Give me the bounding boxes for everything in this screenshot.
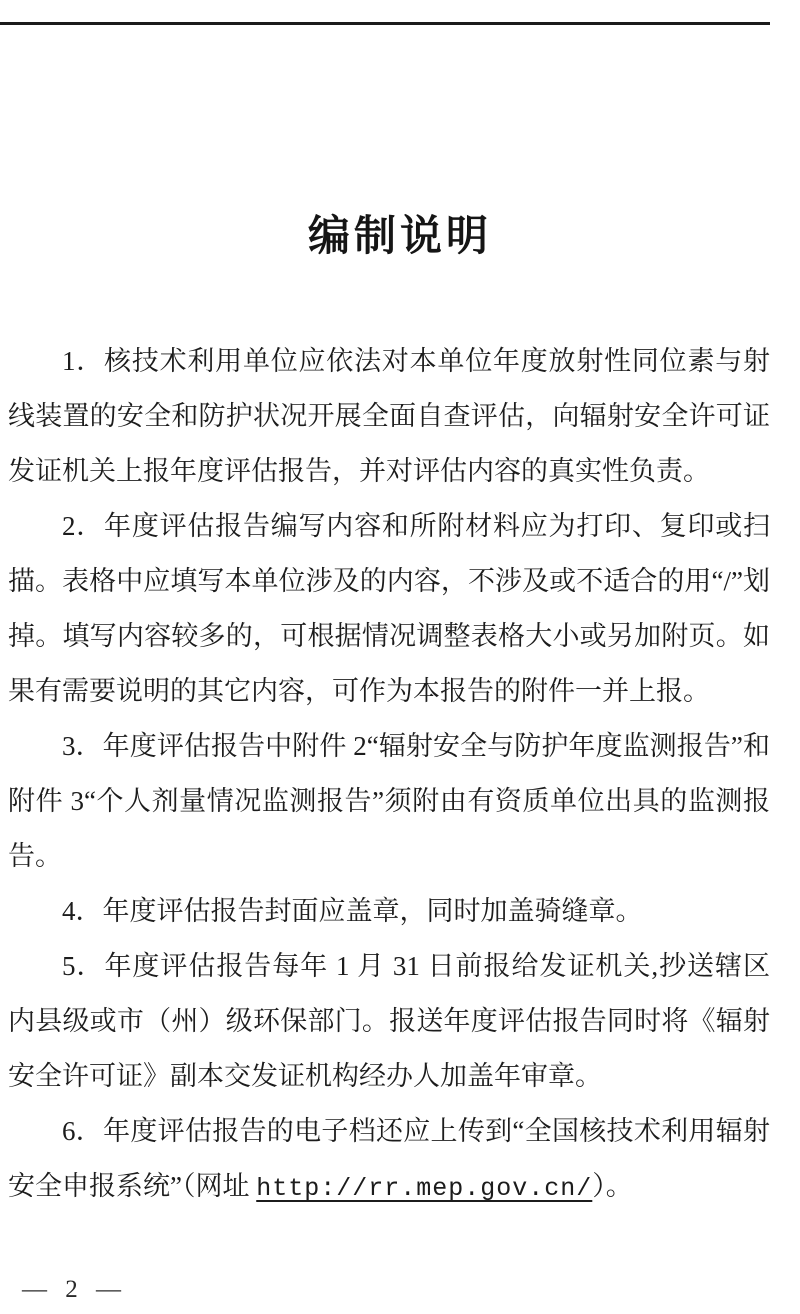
report-system-url[interactable]: http://rr.mep.gov.cn/ [256, 1174, 593, 1203]
instruction-paragraph-6-suffix: ）。 [592, 1171, 633, 1201]
instruction-paragraph-1: 1．核技术利用单位应依法对本单位年度放射性同位素与射线装置的安全和防护状况开展全面自查评估，向辐射安全许可证发证机关上报年度评估报告，并对评估内容的真实性负责。 [8, 346, 770, 486]
instruction-paragraph-5: 5．年度评估报告每年 1 月 31 日前报给发证机关,抄送辖区内县级或市（州）级环保部门。报送年度评估报告同时将《辐射安全许可证》副本交发证机构经办人加盖年审章。 [8, 951, 770, 1091]
page-title: 编制说明 [307, 214, 492, 260]
instruction-paragraph-3: 3．年度评估报告中附件 2“辐射安全与防护年度监测报告”和附件 3“个人剂量情况监测报告”须附由有资质单位出具的监测报告。 [8, 731, 770, 871]
instructions-body [8, 334, 770, 1216]
instruction-paragraph-2: 2．年度评估报告编写内容和所附材料应为打印、复印或扫描。表格中应填写本单位涉及的内容，不涉及或不适合的用“/”划掉。填写内容较多的，可根据情况调整表格大小或另加附页。如果有需要说明的其它内容，可作为本报告的附件一并上报。 [8, 511, 770, 706]
instruction-paragraph-6 [8, 1104, 770, 1216]
page-number: — 2 — [22, 1276, 127, 1303]
instruction-paragraph-6-text: 6．年度评估报告的电子档还应上传到“全国核技术利用辐射安全申报系统”（网址 [8, 1116, 770, 1201]
instruction-paragraph-4: 4．年度评估报告封面应盖章，同时加盖骑缝章。 [62, 896, 643, 926]
header-rule [0, 22, 770, 25]
